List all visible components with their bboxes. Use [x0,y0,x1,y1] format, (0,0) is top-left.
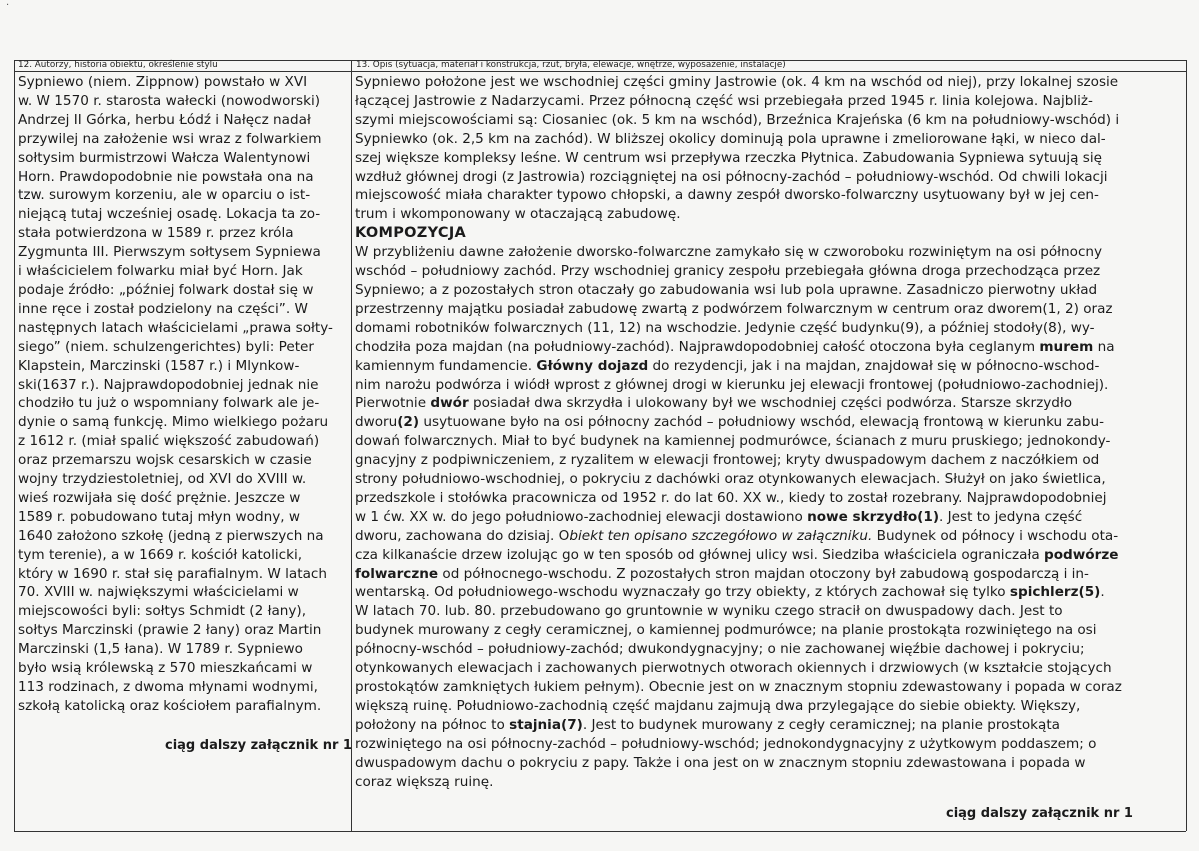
header-rule-left [14,71,351,72]
text-run: cza kilkanaście drzew izolując go w ten sposób od głównej ulicy wsi. Siedziba właściciela ograniczała [355,546,1044,563]
history-line: i właścicielem folwarku miał być Horn. Jak [18,263,303,280]
history-line: podaje źródło: „później folwark dostał się w [18,281,314,298]
composition-line [355,735,1182,754]
history-line: chodziło tu już o wspomniany folwark ale je- [18,395,320,412]
text-run: dworu [355,414,398,431]
kompozycja-heading: KOMPOZYCJA [355,225,467,242]
text-run: budynek murowany z cegły ceramicznej, o kamiennej podmurówce; na planie prostokąta rozwiniętego na osi [355,622,1097,639]
emphasis-text: spichlerz(5) [1009,584,1101,601]
history-line: z 1612 r. (miał spalić większość zabudowań) [18,433,320,450]
history-line: Sypniewo (niem. Zippnow) powstało w XVI [18,74,308,90]
emphasis-text: (2) [397,414,420,431]
composition-line [355,376,1182,395]
column-divider [351,60,352,831]
composition-line [355,697,1182,716]
text-run: przestrzenny majątku posiadał zabudowę zwartą z podwórzem folwarcznym w centrum oraz dworem(1, 2) oraz [355,300,1113,317]
text-run: strony południowo-wschodniej, o pokryciu z dachówki oraz otynkowanych elewacjach. Służył on jako świetlica, [355,471,1106,488]
history-line: tzw. surowym korzeniu, ale w oparciu o ist- [18,187,311,204]
history-line: miejscowości byli: sołtys Schmidt (2 łany), [18,603,307,620]
composition-line [355,678,1182,697]
history-line: dynie o samą funkcję. Mimo wielkiego pożaru [18,414,329,431]
text-run: przedszkole i stołówka pracownicza od 1952 r. do lat 60. XX w., kiedy to został rozebrany. Najprawdopodobniej [355,489,1107,506]
text-run: usytuowane było na osi północny zachód – południowy wschód, elewacją frontową w kierunku zabu- [419,414,1104,431]
history-line: wieś rozwijała się dość prężnie. Jeszcze w [18,489,301,506]
text-run: północny-wschód – południowy-zachód; dwukondygnacyjny; o nie zachowanej więźbie dachowej i pokryciu; [355,641,1085,658]
history-line: Andrzej II Górka, herbu Łódź i Nałęcz nadał [18,111,311,128]
history-line: Zygmunta III. Pierwszym sołtysem Sypniewa [18,244,321,261]
text-run: nim narożu podwórza i wiódł wprost z głównej drogi w kierunku jej elewacji frontowej (południowo-zachodniej). [355,376,1109,393]
composition-line [355,527,1182,546]
continued-note-right: ciąg dalszy załącznik nr 1 [946,806,1133,821]
composition-line [355,546,1182,565]
location-line: Sypniewo położone jest we wschodniej części gminy Jastrowie (ok. 4 km na wschód od niej), przy lokalnej szosie [355,74,1119,90]
header-rule-right [351,71,1186,72]
history-line: inne ręce i został podzielony na części”. W [18,300,308,317]
emphasis-text: stajnia(7) [509,716,583,733]
section-12-header: 12. Autorzy, historia obiektu, określenie stylu [18,60,218,70]
composition-line [355,357,1182,376]
text-run: od północnego-wschodu. Z pozostałych stron majdan otoczony był zabudową gospodarczą i in- [438,565,1089,582]
history-line: 1640 założono szkołę (jedną z pierwszych na [18,527,324,544]
emphasis-text: murem [1039,338,1094,355]
composition-line [355,432,1182,451]
text-run: W latach 70. lub. 80. przebudowano go gruntownie w wyniku czego stracił on dwuspadowy dach. Jest to [355,603,1063,620]
composition-line [355,754,1182,773]
text-run: . Jest to budynek murowany z cegły ceramicznej; na planie prostokąta [582,716,1060,733]
composition-line [355,565,1182,584]
text-run: Budynek od północy i wschodu ota- [872,527,1119,544]
text-run: coraz większą ruinę. [355,773,494,790]
history-line: niejącą tutaj wcześniej osadę. Lokacja ta zo- [18,206,321,223]
text-run: Sypniewo; a z pozostałych stron otaczały go zabudowania wsi lub pola uprawne. Zasadniczo pierwotny układ [355,281,1098,298]
history-text-column [18,73,348,716]
frame-right-line [1186,60,1187,831]
history-line: Klapstein, Marczinski (1587 r.) i Mlynkow- [18,357,300,374]
section-13-header: 13. Opis (sytuacja, materiał i konstrukcja, rzut, bryła, elewacje, wnętrze, wyposażenie, instalacje) [356,60,786,70]
location-line: Sypniewko (ok. 2,5 km na zachód). W bliższej okolicy dominują pola uprawne i zmeliorowane łąki, w nieco dal- [355,130,1106,147]
text-run: domami robotników folwarcznych (11, 12) na wschodzie. Jedynie część budynku(9), a później stodoły(8), wy- [355,319,1095,336]
location-line: wzdłuż głównej drogi (z Jastrowia) rozciągniętej na osi północny-zachód – południowy-wschód. Od chwili lokacji [355,168,1108,185]
location-line: szej większe kompleksy leśne. W centrum wsi przepływa rzeczka Płytnica. Zabudowania Sypniewa sytuują się [355,149,1102,166]
history-line: stała potwierdzona w 1589 r. przez króla [18,225,294,242]
text-run: wschód – południowy zachód. Przy wschodniej granicy zespołu przebiegała główna droga przechodząca przez [355,263,1101,280]
history-line: sołtysim burmistrzowi Wałcza Walentynowi [18,149,311,166]
corner-mark: · [6,0,10,11]
text-run: . Jest to jedyna część [939,508,1083,525]
history-line: który w 1690 r. stał się parafialnym. W latach [18,565,327,582]
composition-line [355,281,1182,300]
frame-left-line [14,60,15,831]
history-line: oraz przemarszu wojsk cesarskich w czasie [18,452,312,469]
text-run: prostokątów zamkniętych łukiem pełnym). Obecnie jest on w znacznym stopniu zdewastowany i popada w coraz [355,679,1122,695]
text-run: na [1093,338,1115,355]
emphasis-text: folwarczne [355,565,439,582]
location-line: łączącej Jastrowie z Nadarzycami. Przez północną część wsi przebiegała przed 1945 r. linia kolejowa. Najbliż- [355,92,1093,109]
history-line: 1589 r. pobudowano tutaj młyn wodny, w [18,508,301,525]
composition-line [355,621,1182,640]
composition-line [355,319,1182,338]
composition-line [355,489,1182,508]
text-run: dowań folwarcznych. Miał to być budynek na kamiennej podmurówce, ścianach z muru pruskiego; jednokondy- [355,433,1111,450]
history-line: siego” (niem. schulzengerichtes) byli: Peter [18,338,315,355]
composition-line [355,583,1182,602]
history-line: ski(1637 r.). Najprawdopodobniej jednak nie [18,376,319,393]
composition-line [355,451,1182,470]
composition-line [355,413,1182,432]
history-line: było wsią królewską z 570 mieszkańcami w [18,660,313,677]
composition-line [355,508,1182,527]
text-run: . [1100,584,1105,601]
history-line: Marczinski (1,5 łana). W 1789 r. Sypniewo [18,641,303,658]
history-line: 113 rodzinach, z dwoma młynami wodnymi, [18,679,319,695]
description-text-column [355,73,1182,791]
text-run: położony na północ to [355,716,510,733]
italic-note: biekt ten opisano szczegółowo w załączniku. [569,527,873,544]
composition-line [355,338,1182,357]
history-line: przywilej na założenie wsi wraz z folwarkiem [18,130,322,147]
composition-line [355,470,1182,489]
history-line: wojny trzydziestoletniej, od XVI do XVIII w. [18,471,307,488]
composition-line [355,659,1182,678]
emphasis-text: dwór [430,395,469,412]
text-run: chodziła poza majdan (na południowy-zachód). Najprawdopodobniej całość otoczona była ceglanym [355,338,1040,355]
history-line: szkołą katolicką oraz kościołem parafialnym. [18,697,322,714]
frame-bottom-line [14,831,1186,832]
text-run: dwuspadowym dachu o pokryciu z papy. Także i ona jest on w znacznym stopniu zdewastowana i popada w [355,754,1086,771]
composition-line [355,394,1182,413]
text-run: W przybliżeniu dawne założenie dworsko-folwarczne zamykało się w czworoboku rozwiniętym na osi północny [355,244,1103,261]
history-line: następnych latach właścicielami „prawa sołty- [18,319,333,336]
text-run: do rezydencji, jak i na majdan, znajdował się w północno-wschod- [648,357,1100,374]
location-line: trum i wkomponowany w otaczającą zabudowę. [355,206,681,223]
emphasis-text: nowe skrzydło(1) [807,508,940,525]
composition-line [355,300,1182,319]
history-line: sołtys Marczinski (prawie 2 łany) oraz Martin [18,622,322,639]
history-line: Horn. Prawdopodobnie nie powstała ona na [18,168,314,185]
composition-line [355,716,1182,735]
composition-line [355,243,1182,262]
composition-line [355,773,1182,792]
text-run: posiadał dwa skrzydła i ulokowany był we wschodniej części podwórza. Starsze skrzydło [468,395,1073,412]
emphasis-text: podwórze [1043,546,1119,563]
composition-line [355,640,1182,659]
composition-line [355,262,1182,281]
history-line: tym terenie), a w 1669 r. kościół katolicki, [18,546,303,563]
text-run: wentarską. Od południowego-wschodu wyznaczały go trzy obiekty, z których zachował się tylko [355,584,1010,601]
text-run: dworu, zachowana do dzisiaj. O [355,527,570,544]
composition-line [355,602,1182,621]
text-run: Pierwotnie [355,395,431,412]
text-run: gnacyjny z podpiwniczeniem, z ryzalitem w elewacji frontowej; kryty dwuspadowym dachem z naczółkiem od [355,452,1100,469]
history-line: w. W 1570 r. starosta wałecki (nowodworski) [18,92,321,109]
text-run: kamiennym fundamencie. [355,357,537,374]
continued-note-left: ciąg dalszy załącznik nr 1 [165,738,352,753]
location-line: miejscowość miała charakter typowo chłopski, a dawny zespół dworsko-folwarczny usytuowany był w jej cen- [355,187,1099,204]
text-run: większą ruinę. Południowo-zachodnią część majdanu zajmują dwa przylegające do siebie obiekty. Większy, [355,697,1081,714]
text-run: w 1 ćw. XX w. do jego południowo-zachodniej elewacji dostawiono [355,508,808,525]
location-line: szymi miejscowościami są: Ciosaniec (ok. 5 km na wschód), Brzeźnica Krajeńska (6 km na południowy-wschód) i [355,111,1120,128]
emphasis-text: Główny dojazd [536,357,649,374]
history-line: 70. XVIII w. największymi właścicielami w [18,584,299,601]
text-run: rozwiniętego na osi północny-zachód – południowy-wschód; jednokondygnacyjny z użytkowym poddaszem; o [355,735,1097,752]
text-run: otynkowanych elewacjach i zachowanych pierwotnych otworach okiennych i drzwiowych (w kształcie stojących [355,660,1112,677]
